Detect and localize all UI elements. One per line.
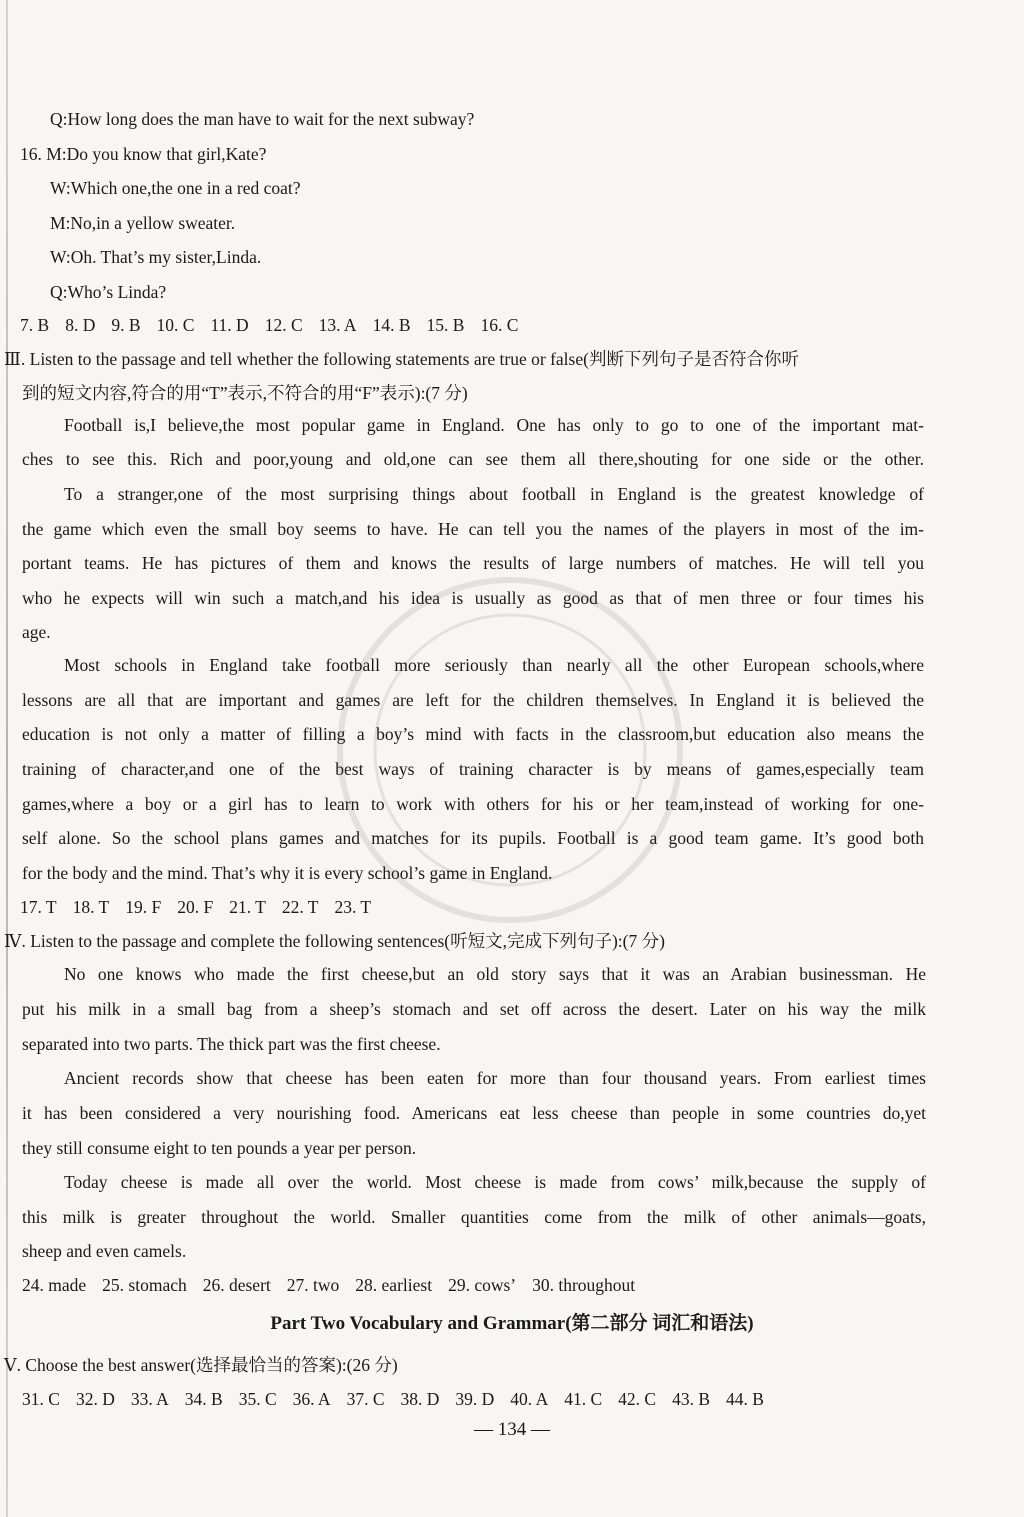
passage-2-line: this milk is greater throughout the world. Smaller quantities come from the milk of other animals—goats, [22, 1207, 926, 1227]
question-16-text: Q:Who’s Linda? [50, 282, 167, 302]
answer-item: 13. A [318, 315, 357, 335]
section-5-instruction: Ⅴ. Choose the best answer(选择最恰当的答案):(26 分) [4, 1355, 398, 1375]
passage-1-line: training of character,and one of the best ways of training character is by means of games,especially team [22, 759, 924, 779]
passage-1-line: games,where a boy or a girl has to learn to work with others for his or her team,instead of working for one- [22, 794, 924, 814]
passage-2-line: Today cheese is made all over the world. Most cheese is made from cows’ milk,because the supply of [64, 1172, 926, 1192]
passage-2-line: put his milk in a small bag from a sheep’s stomach and set off across the desert. Later on his way the milk [22, 999, 926, 1019]
answer-item: 41. C [564, 1389, 603, 1409]
answer-item: 34. B [184, 1389, 223, 1409]
dialogue-16-line-3: M:No,in a yellow sweater. [50, 213, 236, 233]
answer-item: 32. D [75, 1389, 115, 1409]
answer-item: 19. F [125, 897, 162, 917]
answers-17-23 [20, 896, 387, 918]
answer-item: 18. T [72, 897, 110, 917]
answer-item: 20. F [177, 897, 214, 917]
page-number: — 134 — [474, 1419, 550, 1440]
part-two-heading: Part Two Vocabulary and Grammar(第二部分 词汇和语法) [270, 1313, 754, 1334]
answer-item: 38. D [400, 1389, 440, 1409]
passage-2-line: they still consume eight to ten pounds a year per person. [22, 1138, 417, 1158]
passage-1-line: To a stranger,one of the most surprising things about football in England is the greatest knowledge of [64, 484, 924, 504]
section-3-instruction-line-2: 到的短文内容,符合的用“T”表示,不符合的用“F”表示):(7 分) [22, 383, 468, 403]
answer-item: 39. D [455, 1389, 495, 1409]
answer-item: 21. T [229, 897, 266, 917]
answer-item: 11. D [210, 315, 249, 335]
answer-item: 26. desert [202, 1275, 271, 1295]
answer-item: 12. C [264, 315, 303, 335]
answer-item: 42. C [618, 1389, 657, 1409]
answers-24-30 [22, 1274, 651, 1296]
passage-1-line: Most schools in England take football more seriously than nearly all the other European schools,where [64, 655, 924, 675]
passage-1-line: portant teams. He has pictures of them and knows the results of large numbers of matches. He will tell you [22, 553, 924, 573]
section-3-instruction-line-1: Ⅲ. Listen to the passage and tell whether the following statements are true or false(判断下列句子是否符合你听 [4, 349, 799, 369]
passage-2-line: No one knows who made the first cheese,but an old story says that it was an Arabian businessman. He [64, 964, 926, 984]
passage-1-line: education is not only a matter of filling a boy’s mind with facts in the classroom,but education also means the [22, 724, 924, 744]
passage-1-line: ches to see this. Rich and poor,young and old,one can see them all there,shouting for one side or the other. [22, 449, 924, 469]
dialogue-16-line-2: W:Which one,the one in a red coat? [50, 178, 301, 198]
answer-item: 16. C [480, 315, 519, 335]
answer-item: 37. C [346, 1389, 385, 1409]
answer-item: 43. B [672, 1389, 711, 1409]
answer-item: 28. earliest [355, 1275, 433, 1295]
passage-1-line: the game which even the small boy seems to have. He can tell you the names of the players in most of the im- [22, 519, 924, 539]
answer-item: 8. D [65, 315, 96, 335]
answer-item: 27. two [286, 1275, 340, 1295]
answer-item: 23. T [334, 897, 372, 917]
answer-item: 36. A [292, 1389, 331, 1409]
section-4-instruction: Ⅳ. Listen to the passage and complete the following sentences(听短文,完成下列句子):(7 分) [4, 931, 665, 951]
passage-1-line: Football is,I believe,the most popular game in England. One has only to go to one of the important mat- [64, 415, 924, 435]
answer-item: 31. C [22, 1389, 60, 1409]
question-15-text: Q:How long does the man have to wait for the next subway? [50, 109, 475, 129]
passage-2-line: sheep and even camels. [22, 1241, 187, 1261]
answer-item: 44. B [726, 1389, 764, 1409]
answer-item: 17. T [20, 897, 57, 917]
answer-item: 7. B [20, 315, 50, 335]
answer-item: 24. made [22, 1275, 87, 1295]
dialogue-16-line-4: W:Oh. That’s my sister,Linda. [50, 247, 262, 267]
page-binding-edge [6, 0, 8, 1517]
passage-1-line: age. [22, 622, 51, 642]
passage-1-line: lessons are all that are important and games are left for the children themselves. In England it is believed the [22, 690, 924, 710]
answer-item: 9. B [111, 315, 141, 335]
answer-item: 35. C [238, 1389, 277, 1409]
answer-item: 14. B [372, 315, 411, 335]
answer-item: 29. cows’ [448, 1275, 517, 1295]
answers-31-44 [22, 1388, 780, 1410]
passage-1-line: self alone. So the school plans games and matches for its pupils. Football is a good team game. It’s good both [22, 828, 924, 848]
passage-2-line: it has been considered a very nourishing food. Americans eat less cheese than people in some countries do,yet [22, 1103, 926, 1123]
answers-7-16 [20, 314, 534, 336]
answer-item: 30. throughout [532, 1275, 636, 1295]
passage-2-line: Ancient records show that cheese has been eaten for more than four thousand years. From earliest times [64, 1068, 926, 1088]
answer-item: 15. B [426, 315, 465, 335]
dialogue-16-line-1: 16. M:Do you know that girl,Kate? [20, 144, 267, 164]
answer-item: 22. T [281, 897, 319, 917]
answer-item: 10. C [156, 315, 195, 335]
answer-item: 33. A [130, 1389, 169, 1409]
passage-1-line: for the body and the mind. That’s why it is every school’s game in England. [22, 863, 553, 883]
answer-item: 40. A [510, 1389, 549, 1409]
passage-2-line: separated into two parts. The thick part was the first cheese. [22, 1034, 441, 1054]
answer-item: 25. stomach [102, 1275, 187, 1295]
passage-1-line: who he expects will win such a match,and his idea is usually as good as that of men three or four times his [22, 588, 924, 608]
